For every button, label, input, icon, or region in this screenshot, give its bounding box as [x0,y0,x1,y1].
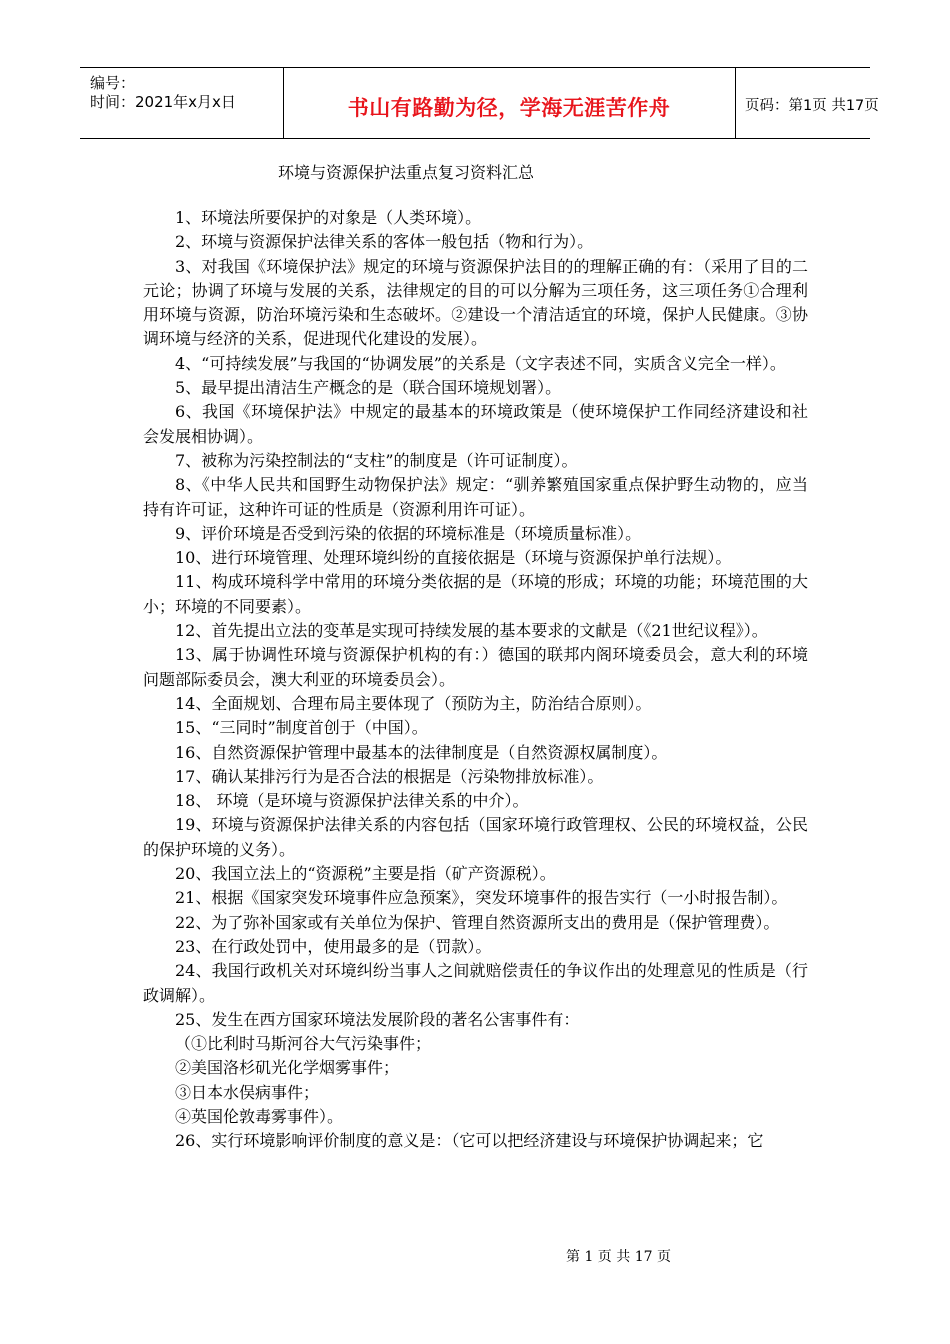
paragraph: 12、首先提出立法的变革是实现可持续发展的基本要求的文献是（《21世纪议程》）。 [175,621,768,641]
document-title: 环境与资源保护法重点复习资料汇总 [278,163,535,182]
paragraph: 26、实行环境影响评价制度的意义是：（它可以把经济建设与环境保护协调起来；它 [175,1131,764,1151]
paragraph: 22、为了弥补国家或有关单位为保护、管理自然资源所支出的费用是（保护管理费）。 [175,912,780,932]
paragraph: 5、最早提出清洁生产概念的是（联合国环境规划署）。 [175,378,562,398]
paragraph: 24、我国行政机关对环境纠纷当事人之间就赔偿责任的争议作出的处理意见的性质是（行政调解）。 [143,961,808,1005]
paragraph: 2、环境与资源保护法律关系的客体一般包括（物和行为）。 [175,232,594,252]
page-header [80,67,879,139]
paragraph: 9、评价环境是否受到污染的依据的环境标准是（环境质量标准）。 [175,523,642,543]
page-footer: 第 1 页 共 17 页 [566,1249,671,1265]
paragraph: 14、全面规划、合理布局主要体现了（预防为主，防治结合原则）。 [175,693,652,713]
paragraph: 17、确认某排污行为是否合法的根据是（污染物排放标准）。 [175,766,604,786]
paragraph: 19、环境与资源保护法律关系的内容包括（国家环境行政管理权、公民的环境权益，公民的保护环境的义务）。 [143,815,808,859]
paragraph: 11、构成环境科学中常用的环境分类依据的是（环境的形成；环境的功能；环境范围的大小；环境的不同要素）。 [143,572,808,616]
paragraph: 8、《中华人民共和国野生动物保护法》规定：“驯养繁殖国家重点保护野生动物的，应当持有许可证，这种许可证的性质是（资源利用许可证）。 [143,475,808,519]
list-item: ④英国伦敦毒雾事件）。 [175,1106,344,1126]
document-body [143,206,808,1154]
time-label: 时间：2021年x月x日 [90,93,236,111]
paragraph: 7、被称为污染控制法的“支柱”的制度是（许可证制度）。 [175,450,578,470]
number-label: 编号： [90,74,136,92]
paragraph: 1、环境法所要保护的对象是（人类环境）。 [175,208,482,227]
paragraph: 13、属于协调性环境与资源保护机构的有：）德国的联邦内阁环境委员会，意大利的环境问题部际委员会，澳大利亚的环境委员会）。 [143,645,808,689]
list-item: （①比利时马斯河谷大气污染事件； [175,1034,432,1054]
paragraph: 3、对我国《环境保护法》规定的环境与资源保护法目的的理解正确的有：（采用了目的二元论；协调了环境与发展的关系，法律规定的目的可以分解为三项任务，这三项任务①合理利用环境与资源，防治环境污染和生态破坏。②建设一个清洁适宜的环境，保护人民健康。③协调环境与经济的关系，促进现代化建设的发展）。 [143,256,808,349]
paragraph: 23、在行政处罚中，使用最多的是（罚款）。 [175,936,492,956]
paragraph: 6、我国《环境保护法》中规定的最基本的环境政策是（使环境保护工作同经济建设和社会发展相协调）。 [143,402,808,446]
header-motto-cell [283,68,736,138]
paragraph: 18、 环境（是环境与资源保护法律关系的中介）。 [175,791,529,811]
page-info: 页码：第1页 共17页 [745,98,879,114]
header-left-cell [80,68,284,138]
paragraph: 20、我国立法上的“资源税”主要是指（矿产资源税）。 [175,864,556,884]
paragraph: 10、进行环境管理、处理环境纠纷的直接依据是（环境与资源保护单行法规）。 [175,548,732,568]
paragraph: 25、发生在西方国家环境法发展阶段的著名公害事件有： [175,1009,580,1029]
motto: 书山有路勤为径，学海无涯苦作舟 [347,96,671,120]
list-item: ②美国洛杉矶光化学烟雾事件； [175,1058,400,1078]
paragraph: 21、根据《国家突发环境事件应急预案》，突发环境事件的报告实行（一小时报告制）。 [175,888,788,908]
header-page-cell [735,68,879,138]
paragraph: 4、“可持续发展”与我国的“协调发展”的关系是（文字表述不同，实质含义完全一样）。 [175,353,786,373]
list-item: ③日本水俣病事件； [175,1082,320,1102]
paragraph: 16、自然资源保护管理中最基本的法律制度是（自然资源权属制度）。 [175,742,668,762]
paragraph: 15、“三同时”制度首创于（中国）。 [175,718,428,738]
